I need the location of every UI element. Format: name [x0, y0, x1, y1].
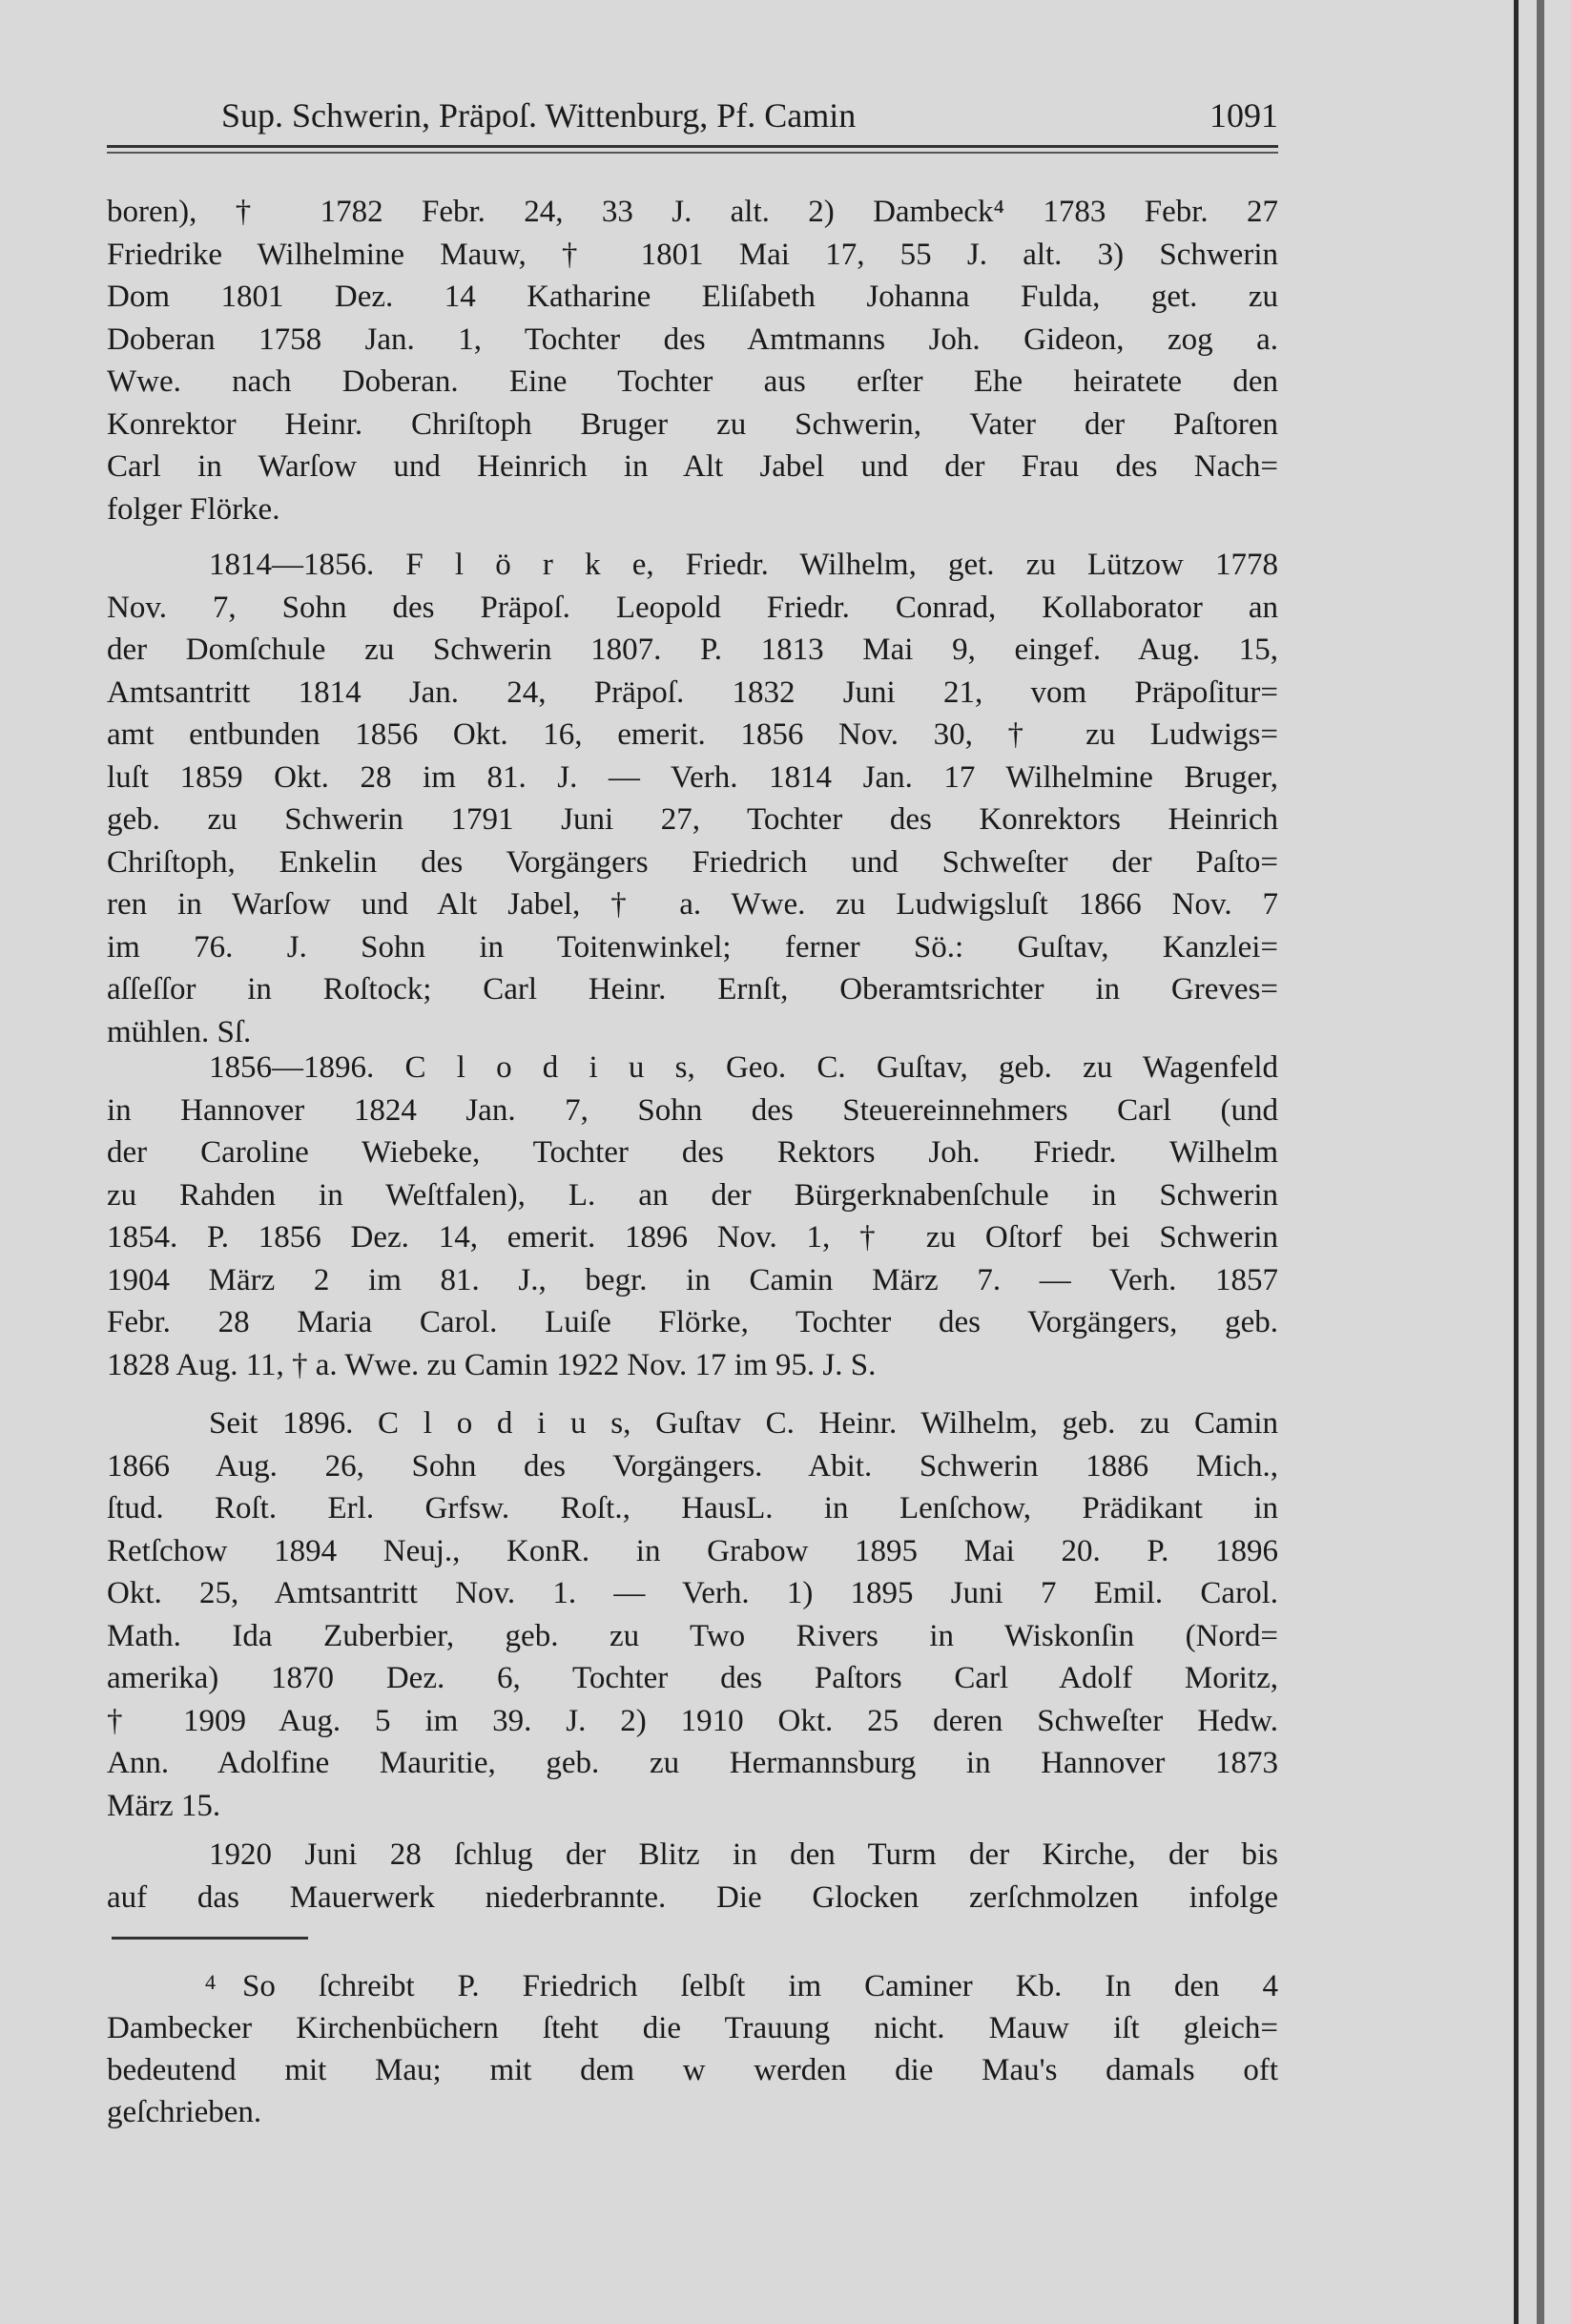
text-line: Nov. 7, Sohn des Präpoſ. Leopold Friedr. Conrad, Kollaborator an	[107, 590, 1278, 625]
header-rule-thin	[107, 152, 1278, 154]
footnote-line: Dambecker Kirchenbüchern ſteht die Trauung nicht. Mauw iſt gleich=	[107, 2011, 1278, 2045]
footnote-separator	[112, 1937, 308, 1940]
text-line: amerika) 1870 Dez. 6, Tochter des Paſtors Carl Adolf Moritz,	[107, 1661, 1278, 1695]
text-line: im 76. J. Sohn in Toitenwinkel; ferner Sö.: Guſtav, Kanzlei=	[107, 929, 1278, 965]
book-spine-edge	[1514, 0, 1519, 2324]
paragraph-continuation	[107, 191, 1278, 530]
text-line: 1828 Aug. 11, † a. Wwe. zu Camin 1922 Nov. 17 im 95. J. S.	[107, 1347, 877, 1382]
text-line: 1866 Aug. 26, Sohn des Vorgängers. Abit. Schwerin 1886 Mich.,	[107, 1448, 1278, 1484]
page-number: 1091	[1209, 96, 1278, 135]
paragraph-clodius-jun	[107, 1402, 1278, 1827]
text-line: Febr. 28 Maria Carol. Luiſe Flörke, Tochter des Vorgängers, geb.	[107, 1305, 1278, 1339]
text-line: Chriſtoph, Enkelin des Vorgängers Friedrich und Schweſter der Paſto=	[107, 844, 1278, 880]
text-line: ſtud. Roſt. Erl. Grfsw. Roſt., HausL. in Lenſchow, Prädikant in	[107, 1491, 1278, 1525]
text-line: Konrektor Heinr. Chriſtoph Bruger zu Schwerin, Vater der Paſtoren	[107, 406, 1278, 442]
running-header	[107, 95, 1278, 139]
text-line: Doberan 1758 Jan. 1, Tochter des Amtmanns Joh. Gideon, zog a.	[107, 322, 1278, 357]
footnote-line: bedeutend mit Mau; mit dem w werden die Mau's damals oft	[107, 2053, 1278, 2087]
text-line: 1856—1896. C l o d i u s, Geo. C. Guſtav, geb. zu Wagenfeld	[209, 1050, 1278, 1085]
text-line: folger Flörke.	[107, 491, 280, 527]
text-line: Seit 1896. C l o d i u s, Guſtav C. Heinr. Wilhelm, geb. zu Camin	[209, 1406, 1278, 1441]
text-line: auf das Mauerwerk niederbrannte. Die Glocken zerſchmolzen infolge	[107, 1879, 1278, 1915]
text-line: der Domſchule zu Schwerin 1807. P. 1813 Mai 9, eingef. Aug. 15,	[107, 633, 1278, 667]
header-rule-thick	[107, 145, 1278, 148]
text-line: Retſchow 1894 Neuj., KonR. in Grabow 1895 Mai 20. P. 1896	[107, 1533, 1278, 1568]
text-line: Math. Ida Zuberbier, geb. zu Two Rivers in Wiskonſin (Nord=	[107, 1618, 1278, 1653]
text-line: Dom 1801 Dez. 14 Katharine Eliſabeth Johanna Fulda, get. zu	[107, 280, 1278, 314]
text-line: aſſeſſor in Roſtock; Carl Heinr. Ernſt, Oberamtsrichter in Greves=	[107, 972, 1278, 1006]
text-line: der Caroline Wiebeke, Tochter des Rektors Joh. Friedr. Wilhelm	[107, 1135, 1278, 1170]
text-line: Okt. 25, Amtsantritt Nov. 1. — Verh. 1) 1895 Juni 7 Emil. Carol.	[107, 1576, 1278, 1610]
text-line: Carl in Warſow und Heinrich in Alt Jabel und der Frau des Nach=	[107, 449, 1278, 484]
footnote-marker: 4	[205, 1970, 216, 1994]
text-line: in Hannover 1824 Jan. 7, Sohn des Steuereinnehmers Carl (und	[107, 1092, 1278, 1128]
text-line: 1920 Juni 28 ſchlug der Blitz in den Turm der Kirche, der bis	[209, 1837, 1278, 1872]
text-line: zu Rahden in Weſtfalen), L. an der Bürgerknabenſchule in Schwerin	[107, 1177, 1278, 1213]
text-line: Ann. Adolfine Mauritie, geb. zu Hermannsburg in Hannover 1873	[107, 1746, 1278, 1780]
text-line: März 15.	[107, 1788, 221, 1823]
footnote-line: So ſchreibt P. Friedrich ſelbſt im Caminer Kb. In den 4	[242, 1969, 1278, 2003]
text-line: mühlen. Sſ.	[107, 1014, 252, 1049]
text-line: geb. zu Schwerin 1791 Juni 27, Tochter des Konrektors Heinrich	[107, 802, 1278, 837]
text-line: 1904 März 2 im 81. J., begr. in Camin März 7. — Verh. 1857	[107, 1262, 1278, 1297]
running-title: Sup. Schwerin, Präpoſ. Wittenburg, Pf. Camin	[221, 96, 857, 135]
text-line: luſt 1859 Okt. 28 im 81. J. — Verh. 1814 Jan. 17 Wilhelmine Bruger,	[107, 759, 1278, 795]
text-line: Wwe. nach Doberan. Eine Tochter aus erſter Ehe heiratete den	[107, 364, 1278, 399]
paragraph-clodius-sen	[107, 1047, 1278, 1386]
text-line: 1814—1856. F l ö r k e, Friedr. Wilhelm, get. zu Lützow 1778	[209, 548, 1278, 582]
text-line: ren in Warſow und Alt Jabel, † a. Wwe. zu Ludwigsluſt 1866 Nov. 7	[107, 887, 1278, 922]
paragraph-floerke	[107, 544, 1278, 1053]
text-line: † 1909 Aug. 5 im 39. J. 2) 1910 Okt. 25 deren Schweſter Hedw.	[107, 1703, 1278, 1738]
footnote-line: geſchrieben.	[107, 2095, 262, 2129]
text-line: Amtsantritt 1814 Jan. 24, Präpoſ. 1832 Juni 21, vom Präpoſitur=	[107, 674, 1278, 710]
paragraph-lightning	[107, 1834, 1278, 1919]
text-line: boren), † 1782 Febr. 24, 33 J. alt. 2) Dambeck⁴ 1783 Febr. 27	[107, 195, 1278, 229]
book-page-edge	[1537, 0, 1544, 2324]
footnote	[107, 1965, 1278, 2133]
text-line: Friedrike Wilhelmine Mauw, † 1801 Mai 17, 55 J. alt. 3) Schwerin	[107, 237, 1278, 272]
text-line: 1854. P. 1856 Dez. 14, emerit. 1896 Nov. 1, † zu Oſtorf bei Schwerin	[107, 1220, 1278, 1255]
text-line: amt entbunden 1856 Okt. 16, emerit. 1856 Nov. 30, † zu Ludwigs=	[107, 717, 1278, 752]
